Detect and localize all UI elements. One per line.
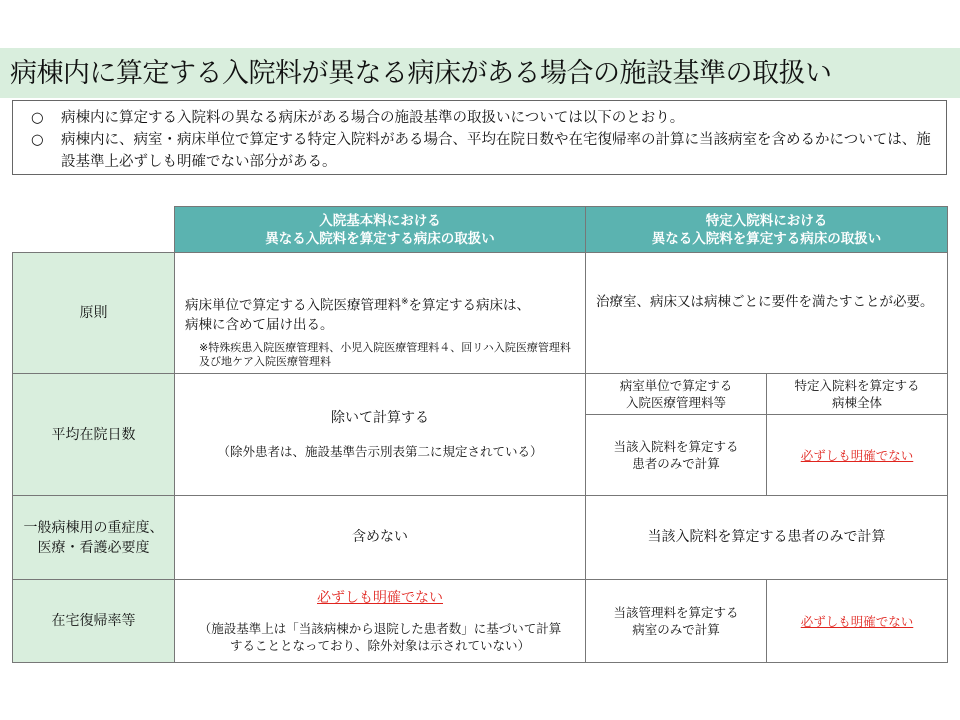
principle-specific-text: 治療室、病床又は病棟ごとに要件を満たすことが必要。 xyxy=(596,294,934,310)
severity-basic-cell: 含めない xyxy=(174,495,586,580)
circle-bullet-icon: ○ xyxy=(31,132,44,148)
home-return-basic-cell xyxy=(174,579,586,663)
principle-basic-cell xyxy=(174,252,586,374)
row-header-principle xyxy=(12,252,175,374)
principle-basic-text: 病床単位で算定する入院医療管理料※を算定する病床は、 病棟に含めて届け出る。 xyxy=(185,297,531,333)
avg-stay-basic-sub: （除外患者は、施設基準告示別表第二に規定されている） xyxy=(217,443,543,459)
avg-stay-specific-b xyxy=(766,414,948,496)
column-header-basic xyxy=(174,206,586,253)
home-return-specific-a: 当該管理料を算定する 病室のみで計算 xyxy=(585,579,767,663)
home-return-basic-sub: （施設基準上は「当該病棟から退院した患者数」に基づいて計算 することとなっており、除外対象は示されていない） xyxy=(198,620,562,653)
unclear-label: 必ずしも明確でない xyxy=(317,589,443,606)
avg-stay-basic-main: 除いて計算する xyxy=(331,409,429,426)
home-return-specific-b xyxy=(766,579,948,663)
principle-specific-cell xyxy=(585,252,948,374)
unclear-label: 必ずしも明確でない xyxy=(800,613,914,629)
column-header-line: 異なる入院料を算定する病床の取扱い xyxy=(651,230,882,247)
column-header-line: 特定入院料における xyxy=(705,212,828,229)
row-header-home-return xyxy=(12,579,175,663)
row-header-avg-stay xyxy=(12,373,175,496)
circle-bullet-icon: ○ xyxy=(31,110,44,126)
page-title: 病棟内に算定する入院料が異なる病床がある場合の施設基準の取扱い xyxy=(10,58,832,89)
note-text: 病棟内に算定する入院料の異なる病床がある場合の施設基準の取扱いについては以下のとおり。 xyxy=(61,110,685,126)
principle-footnote: ※特殊疾患入院医療管理料、小児入院医療管理料４、回リハ入院医療管理料及び地ケア入院医療管理料 xyxy=(199,340,571,368)
note-item xyxy=(31,129,936,173)
row-label: 在宅復帰率等 xyxy=(51,613,136,629)
column-header-line: 入院基本料における xyxy=(319,212,441,229)
row-label: 平均在院日数 xyxy=(51,426,136,443)
summary-notes-box xyxy=(12,100,947,175)
row-label: 原則 xyxy=(79,305,108,321)
sub-header-ward-unit: 病室単位で算定する 入院医療管理料等 xyxy=(585,373,767,415)
unclear-label: 必ずしも明確でない xyxy=(800,447,914,463)
sub-header-whole-ward: 特定入院料を算定する 病棟全体 xyxy=(766,373,948,415)
column-header-line: 異なる入院料を算定する病床の取扱い xyxy=(265,230,495,247)
column-header-specific xyxy=(585,206,948,253)
avg-stay-basic-cell xyxy=(174,373,586,496)
row-header-severity: 一般病棟用の重症度、 医療・看護必要度 xyxy=(12,495,175,580)
note-item xyxy=(31,107,936,129)
avg-stay-specific-a: 当該入院料を算定する 患者のみで計算 xyxy=(585,414,767,496)
severity-specific-cell: 当該入院料を算定する患者のみで計算 xyxy=(585,495,948,580)
note-text: 病棟内に、病室・病床単位で算定する特定入院料がある場合、平均在院日数や在宅復帰率の計算に当該病室を含めるかについては、施設基準上必ずしも明確でない部分がある。 xyxy=(61,132,931,170)
